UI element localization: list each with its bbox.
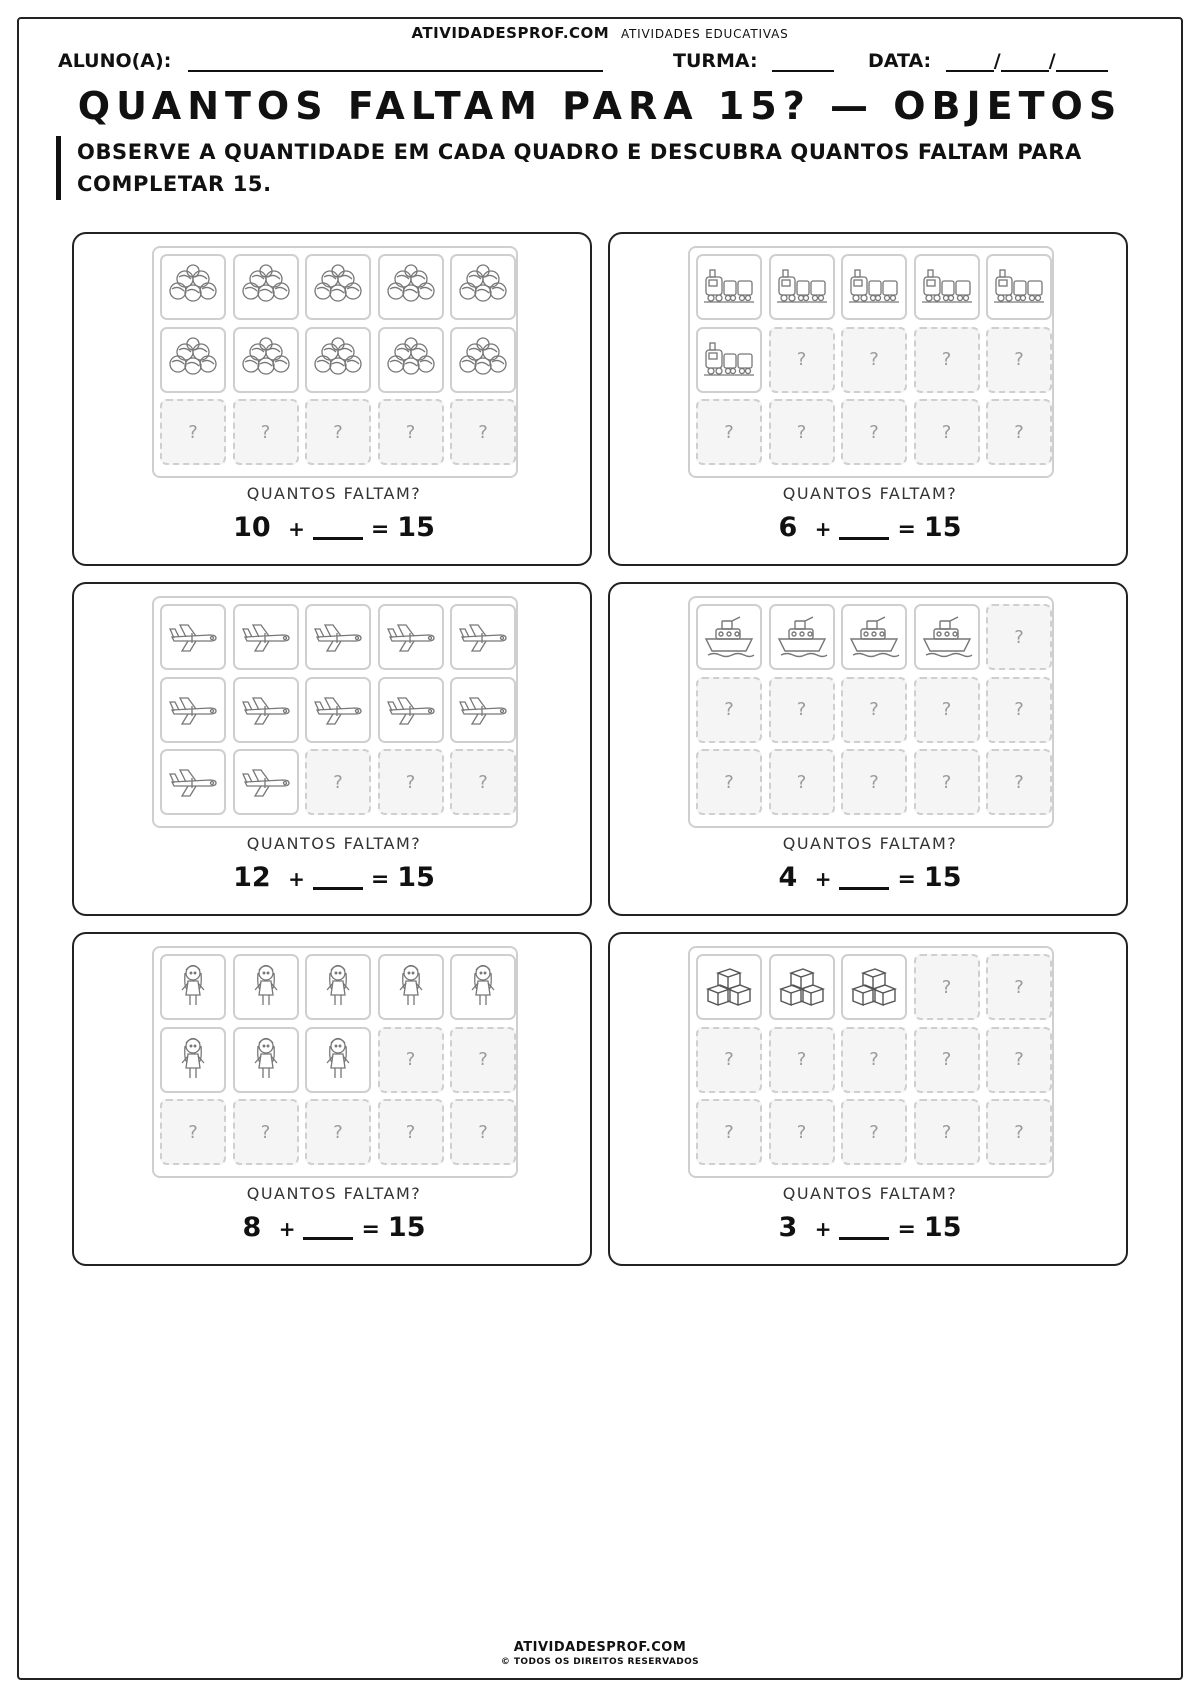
equation-count: 4 [778, 862, 798, 893]
doll-icon [456, 961, 510, 1013]
missing-cell: ? [450, 399, 516, 465]
doll-icon [384, 961, 438, 1013]
airplane-icon [239, 684, 293, 736]
object-cell [841, 604, 907, 670]
object-cell [233, 954, 299, 1020]
train-icon [847, 261, 901, 313]
balls-icon [384, 334, 438, 386]
object-cell [450, 254, 516, 320]
object-cell [769, 604, 835, 670]
missing-cell: ? [986, 1027, 1052, 1093]
equals-sign: = [897, 867, 916, 892]
balls-icon [239, 261, 293, 313]
missing-cell: ? [841, 749, 907, 815]
missing-cell: ? [914, 954, 980, 1020]
balls-icon [456, 261, 510, 313]
train-icon [920, 261, 974, 313]
object-cell [378, 677, 444, 743]
equation-total: 15 [397, 512, 435, 543]
equals-sign: = [897, 1217, 916, 1242]
missing-cell: ? [914, 1099, 980, 1165]
balls-icon [166, 334, 220, 386]
equation-total: 15 [397, 862, 435, 893]
exercise-card [608, 932, 1128, 1266]
exercise-card [608, 232, 1128, 566]
plus-sign: + [814, 517, 832, 541]
train-icon [702, 261, 756, 313]
missing-cell: ? [986, 399, 1052, 465]
balls-icon [166, 261, 220, 313]
answer-blank[interactable] [839, 1214, 889, 1240]
object-cell [450, 327, 516, 393]
plus-sign: + [288, 867, 305, 891]
object-cell [914, 254, 980, 320]
missing-cell: ? [841, 1099, 907, 1165]
equals-sign: = [897, 517, 916, 542]
blocks-icon [775, 961, 829, 1013]
page-title: QUANTOS FALTAM PARA 15? — OBJETOS [77, 84, 1123, 128]
missing-cell: ? [986, 327, 1052, 393]
missing-cell: ? [160, 399, 226, 465]
boat-icon [920, 611, 974, 663]
equation [74, 1212, 594, 1243]
missing-cell: ? [841, 1027, 907, 1093]
object-cell [841, 254, 907, 320]
exercise-card [608, 582, 1128, 916]
missing-cell: ? [769, 1099, 835, 1165]
boat-icon [847, 611, 901, 663]
ten-frame-grid [688, 946, 1054, 1178]
equation-count: 10 [233, 512, 271, 543]
doll-icon [239, 961, 293, 1013]
question-label: QUANTOS FALTAM? [782, 1184, 958, 1203]
object-cell [160, 327, 226, 393]
balls-icon [384, 261, 438, 313]
object-cell [233, 749, 299, 815]
object-cell [450, 604, 516, 670]
class-line[interactable] [772, 52, 834, 72]
missing-cell: ? [305, 399, 371, 465]
footer-rights: © TODOS OS DIREITOS RESERVADOS [500, 1657, 700, 1667]
missing-cell: ? [841, 327, 907, 393]
object-cell [160, 254, 226, 320]
object-cell [233, 327, 299, 393]
equation-total: 15 [923, 1212, 962, 1243]
missing-cell: ? [769, 677, 835, 743]
object-cell [769, 254, 835, 320]
missing-cell: ? [378, 749, 444, 815]
doll-icon [239, 1034, 293, 1086]
missing-cell: ? [696, 677, 762, 743]
exercise-card [72, 932, 592, 1266]
missing-cell: ? [160, 1099, 226, 1165]
object-cell [769, 954, 835, 1020]
equation [74, 862, 594, 893]
object-cell [305, 254, 371, 320]
missing-cell: ? [914, 1027, 980, 1093]
question-label: QUANTOS FALTAM? [246, 484, 422, 503]
airplane-icon [384, 611, 438, 663]
instructions: OBSERVE A QUANTIDADE EM CADA QUADRO E DESCUBRA QUANTOS FALTAM PARA COMPLETAR 15. [56, 136, 1096, 200]
exercise-card [72, 232, 592, 566]
object-cell [378, 327, 444, 393]
date-day-line[interactable] [946, 52, 994, 72]
doll-icon [311, 961, 365, 1013]
object-cell [233, 604, 299, 670]
object-cell [378, 604, 444, 670]
plus-sign: + [288, 517, 305, 541]
train-icon [775, 261, 829, 313]
object-cell [160, 604, 226, 670]
date-label: DATA: [868, 50, 932, 72]
missing-cell: ? [986, 604, 1052, 670]
date-separator: / [993, 50, 1001, 72]
missing-cell: ? [769, 327, 835, 393]
date-month-line[interactable] [1001, 52, 1049, 72]
missing-cell: ? [841, 677, 907, 743]
class-label: TURMA: [673, 50, 758, 72]
missing-cell: ? [450, 1099, 516, 1165]
airplane-icon [384, 684, 438, 736]
equation [610, 512, 1130, 543]
object-cell [696, 954, 762, 1020]
missing-cell: ? [233, 399, 299, 465]
object-cell [305, 1027, 371, 1093]
missing-cell: ? [841, 399, 907, 465]
answer-blank[interactable] [839, 864, 889, 890]
date-field[interactable] [868, 50, 1108, 72]
plus-sign: + [814, 1217, 832, 1241]
airplane-icon [239, 756, 293, 808]
object-cell [160, 954, 226, 1020]
missing-cell: ? [233, 1099, 299, 1165]
object-cell [841, 954, 907, 1020]
equals-sign: = [370, 517, 390, 542]
missing-cell: ? [769, 399, 835, 465]
object-cell [378, 254, 444, 320]
student-label: ALUNO(A): [58, 50, 172, 72]
airplane-icon [166, 611, 220, 663]
balls-icon [311, 261, 365, 313]
object-cell [696, 327, 762, 393]
question-label: QUANTOS FALTAM? [246, 834, 422, 853]
doll-icon [311, 1034, 365, 1086]
footer-site: ATIVIDADESPROF.COM [513, 1640, 687, 1655]
object-cell [305, 604, 371, 670]
date-year-line[interactable] [1056, 52, 1108, 72]
equation-count: 8 [242, 1212, 262, 1243]
doll-icon [166, 1034, 220, 1086]
question-label: QUANTOS FALTAM? [782, 484, 958, 503]
missing-cell: ? [914, 399, 980, 465]
object-cell [233, 1027, 299, 1093]
ten-frame-grid [688, 596, 1054, 828]
doll-icon [166, 961, 220, 1013]
airplane-icon [456, 684, 510, 736]
object-cell [160, 1027, 226, 1093]
object-cell [450, 954, 516, 1020]
object-cell [986, 254, 1052, 320]
boat-icon [775, 611, 829, 663]
missing-cell: ? [986, 677, 1052, 743]
missing-cell: ? [696, 1099, 762, 1165]
brand-header [0, 24, 1200, 42]
footer [0, 1640, 1200, 1667]
object-cell [305, 677, 371, 743]
answer-blank[interactable] [313, 514, 363, 540]
date-separator: / [1048, 50, 1056, 72]
train-icon [702, 334, 756, 386]
missing-cell: ? [914, 749, 980, 815]
student-name-line[interactable] [188, 52, 603, 72]
equals-sign: = [370, 867, 390, 892]
object-cell [160, 677, 226, 743]
missing-cell: ? [378, 399, 444, 465]
blocks-icon [847, 961, 901, 1013]
missing-cell: ? [378, 1027, 444, 1093]
plus-sign: + [814, 867, 832, 891]
student-field[interactable] [58, 50, 603, 72]
missing-cell: ? [986, 749, 1052, 815]
object-cell [305, 327, 371, 393]
airplane-icon [311, 611, 365, 663]
missing-cell: ? [769, 749, 835, 815]
missing-cell: ? [305, 749, 371, 815]
object-cell [450, 677, 516, 743]
balls-icon [311, 334, 365, 386]
exercise-card [72, 582, 592, 916]
airplane-icon [166, 684, 220, 736]
equation-total: 15 [923, 862, 962, 893]
balls-icon [239, 334, 293, 386]
ten-frame-grid [152, 246, 518, 478]
plus-sign: + [278, 1217, 296, 1241]
missing-cell: ? [450, 1027, 516, 1093]
answer-blank[interactable] [303, 1214, 353, 1240]
question-label: QUANTOS FALTAM? [782, 834, 958, 853]
equation-total: 15 [387, 1212, 426, 1243]
missing-cell: ? [305, 1099, 371, 1165]
ten-frame-grid [152, 946, 518, 1178]
object-cell [233, 677, 299, 743]
equation-count: 3 [778, 1212, 798, 1243]
brand-name: ATIVIDADESPROF.COM [411, 24, 610, 42]
ten-frame-grid [152, 596, 518, 828]
object-cell [160, 749, 226, 815]
object-cell [696, 254, 762, 320]
equation [610, 862, 1130, 893]
equation-total: 15 [923, 512, 962, 543]
object-cell [914, 604, 980, 670]
brand-tag: ATIVIDADES EDUCATIVAS [620, 27, 789, 41]
answer-blank[interactable] [839, 514, 889, 540]
airplane-icon [311, 684, 365, 736]
student-info-fields [58, 50, 1148, 78]
class-field[interactable] [673, 50, 834, 72]
airplane-icon [166, 756, 220, 808]
missing-cell: ? [769, 1027, 835, 1093]
equation [74, 512, 594, 543]
missing-cell: ? [378, 1099, 444, 1165]
missing-cell: ? [696, 1027, 762, 1093]
missing-cell: ? [914, 327, 980, 393]
balls-icon [456, 334, 510, 386]
missing-cell: ? [986, 954, 1052, 1020]
missing-cell: ? [986, 1099, 1052, 1165]
missing-cell: ? [696, 399, 762, 465]
equation [610, 1212, 1130, 1243]
missing-cell: ? [696, 749, 762, 815]
missing-cell: ? [914, 677, 980, 743]
blocks-icon [702, 961, 756, 1013]
airplane-icon [456, 611, 510, 663]
equation-count: 12 [233, 862, 271, 893]
boat-icon [702, 611, 756, 663]
train-icon [992, 261, 1046, 313]
answer-blank[interactable] [313, 864, 363, 890]
object-cell [378, 954, 444, 1020]
ten-frame-grid [688, 246, 1054, 478]
object-cell [696, 604, 762, 670]
missing-cell: ? [450, 749, 516, 815]
equation-count: 6 [778, 512, 798, 543]
object-cell [233, 254, 299, 320]
question-label: QUANTOS FALTAM? [246, 1184, 422, 1203]
equals-sign: = [361, 1217, 380, 1242]
airplane-icon [239, 611, 293, 663]
object-cell [305, 954, 371, 1020]
